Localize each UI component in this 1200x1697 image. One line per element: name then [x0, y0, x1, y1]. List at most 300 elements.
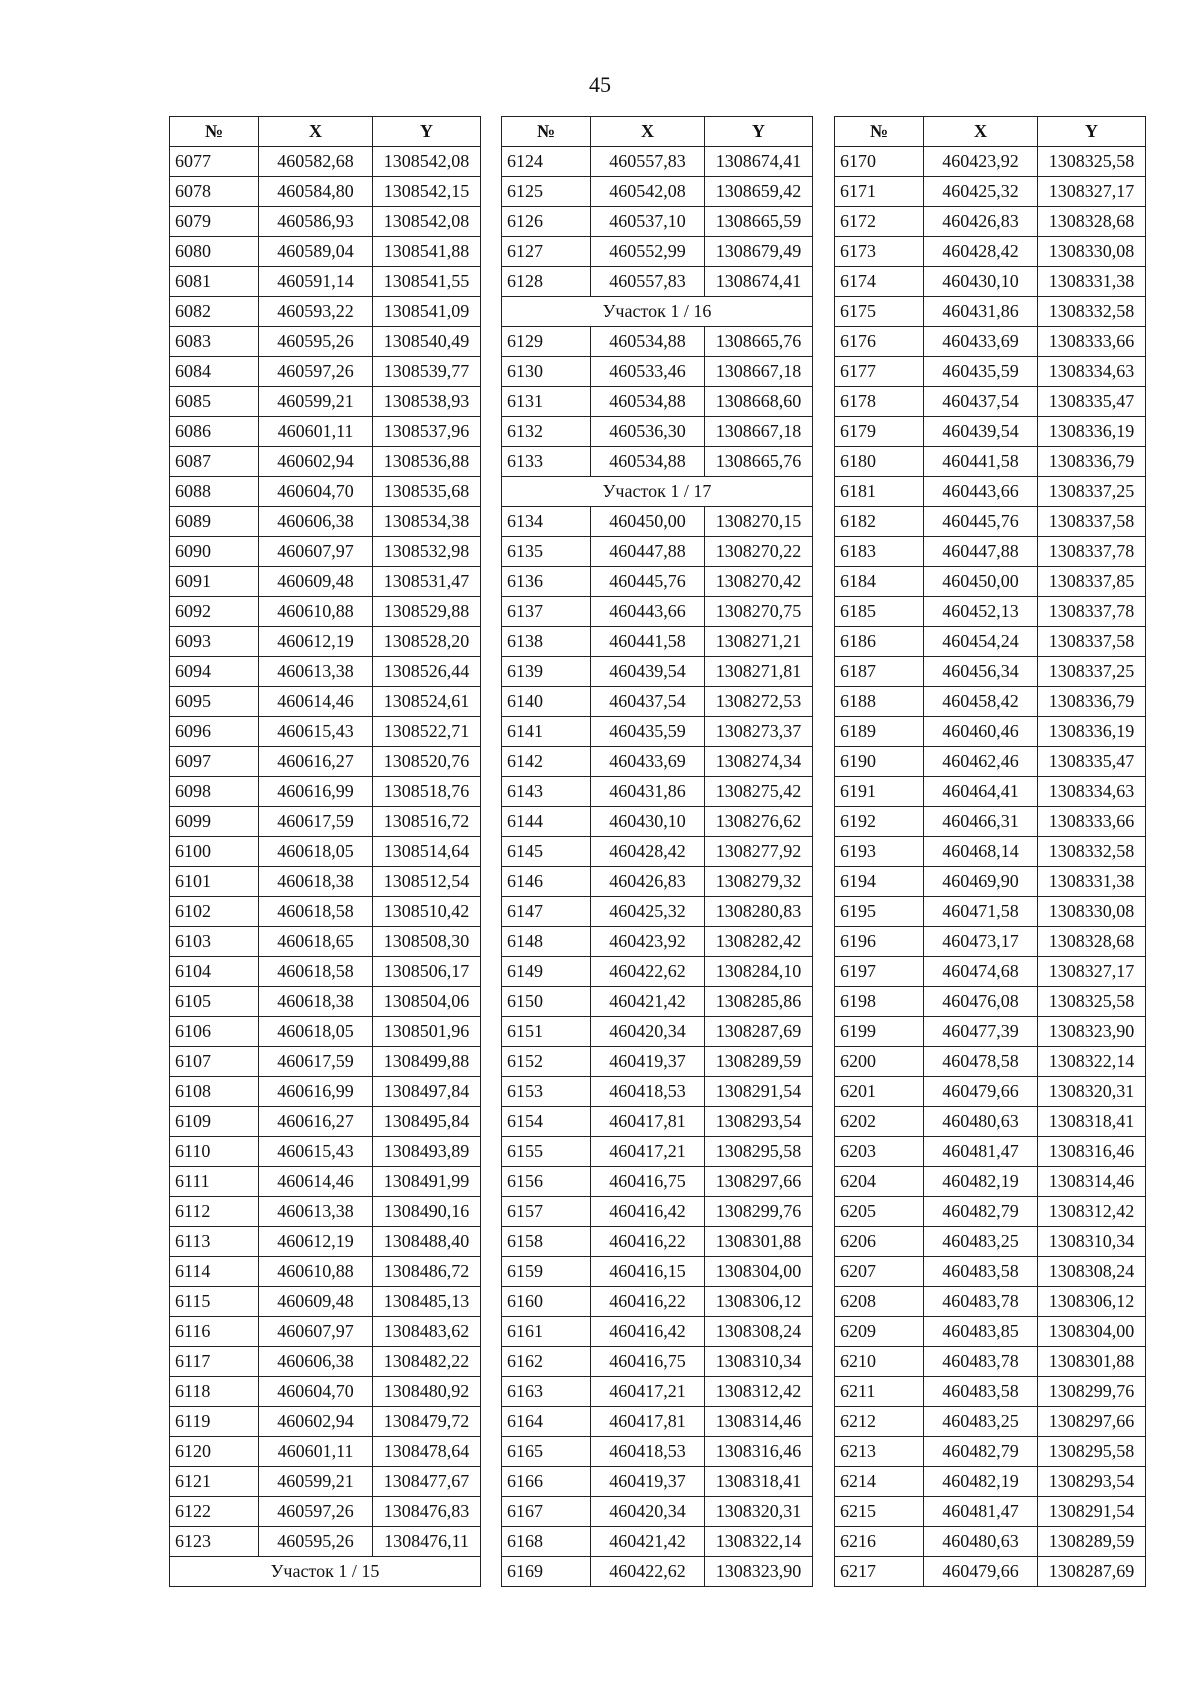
point-number-cell: 6108 [170, 1077, 259, 1107]
point-number-cell: 6198 [835, 987, 924, 1017]
x-coordinate-cell: 460618,05 [259, 1017, 373, 1047]
y-coordinate-cell: 1308665,76 [705, 327, 813, 357]
header-y: Y [1038, 117, 1146, 147]
y-coordinate-cell: 1308476,83 [373, 1497, 481, 1527]
table-row [835, 957, 1146, 987]
table-row [835, 1077, 1146, 1107]
table-row [502, 1407, 813, 1437]
point-number-cell: 6161 [502, 1317, 591, 1347]
y-coordinate-cell: 1308301,88 [705, 1227, 813, 1257]
x-coordinate-cell: 460609,48 [259, 567, 373, 597]
table-row [170, 447, 481, 477]
point-number-cell: 6094 [170, 657, 259, 687]
y-coordinate-cell: 1308289,59 [1038, 1527, 1146, 1557]
y-coordinate-cell: 1308312,42 [1038, 1197, 1146, 1227]
section-label: Участок 1 / 16 [502, 297, 813, 327]
x-coordinate-cell: 460618,65 [259, 927, 373, 957]
table-row [502, 1287, 813, 1317]
point-number-cell: 6083 [170, 327, 259, 357]
y-coordinate-cell: 1308501,96 [373, 1017, 481, 1047]
y-coordinate-cell: 1308325,58 [1038, 147, 1146, 177]
point-number-cell: 6208 [835, 1287, 924, 1317]
point-number-cell: 6182 [835, 507, 924, 537]
y-coordinate-cell: 1308479,72 [373, 1407, 481, 1437]
y-coordinate-cell: 1308337,58 [1038, 507, 1146, 537]
y-coordinate-cell: 1308506,17 [373, 957, 481, 987]
y-coordinate-cell: 1308293,54 [1038, 1467, 1146, 1497]
table-row [502, 897, 813, 927]
y-coordinate-cell: 1308482,22 [373, 1347, 481, 1377]
y-coordinate-cell: 1308337,78 [1038, 537, 1146, 567]
x-coordinate-cell: 460420,34 [591, 1017, 705, 1047]
table-body [170, 147, 481, 1587]
y-coordinate-cell: 1308331,38 [1038, 867, 1146, 897]
x-coordinate-cell: 460602,94 [259, 447, 373, 477]
y-coordinate-cell: 1308491,99 [373, 1167, 481, 1197]
point-number-cell: 6134 [502, 507, 591, 537]
table-row [170, 957, 481, 987]
x-coordinate-cell: 460450,00 [591, 507, 705, 537]
x-coordinate-cell: 460601,11 [259, 1437, 373, 1467]
y-coordinate-cell: 1308310,34 [705, 1347, 813, 1377]
table-row [170, 807, 481, 837]
y-coordinate-cell: 1308291,54 [1038, 1497, 1146, 1527]
y-coordinate-cell: 1308538,93 [373, 387, 481, 417]
table-row [835, 897, 1146, 927]
point-number-cell: 6187 [835, 657, 924, 687]
table-row [835, 387, 1146, 417]
table-row [835, 327, 1146, 357]
x-coordinate-cell: 460618,05 [259, 837, 373, 867]
x-coordinate-cell: 460616,27 [259, 1107, 373, 1137]
x-coordinate-cell: 460477,39 [924, 1017, 1038, 1047]
x-coordinate-cell: 460417,81 [591, 1107, 705, 1137]
x-coordinate-cell: 460445,76 [924, 507, 1038, 537]
x-coordinate-cell: 460612,19 [259, 627, 373, 657]
x-coordinate-cell: 460593,22 [259, 297, 373, 327]
y-coordinate-cell: 1308528,20 [373, 627, 481, 657]
x-coordinate-cell: 460617,59 [259, 1047, 373, 1077]
x-coordinate-cell: 460617,59 [259, 807, 373, 837]
table-row [170, 987, 481, 1017]
x-coordinate-cell: 460456,34 [924, 657, 1038, 687]
table-row [502, 1107, 813, 1137]
point-number-cell: 6175 [835, 297, 924, 327]
table-row [835, 1197, 1146, 1227]
x-coordinate-cell: 460557,83 [591, 147, 705, 177]
point-number-cell: 6112 [170, 1197, 259, 1227]
y-coordinate-cell: 1308529,88 [373, 597, 481, 627]
x-coordinate-cell: 460610,88 [259, 597, 373, 627]
point-number-cell: 6105 [170, 987, 259, 1017]
table-row [835, 1557, 1146, 1587]
y-coordinate-cell: 1308477,67 [373, 1467, 481, 1497]
y-coordinate-cell: 1308331,38 [1038, 267, 1146, 297]
x-coordinate-cell: 460601,11 [259, 417, 373, 447]
table-row [170, 507, 481, 537]
table-row [835, 297, 1146, 327]
point-number-cell: 6141 [502, 717, 591, 747]
table-row [502, 927, 813, 957]
y-coordinate-cell: 1308270,15 [705, 507, 813, 537]
point-number-cell: 6106 [170, 1017, 259, 1047]
y-coordinate-cell: 1308273,37 [705, 717, 813, 747]
table-row [502, 987, 813, 1017]
x-coordinate-cell: 460462,46 [924, 747, 1038, 777]
table-row [502, 1557, 813, 1587]
point-number-cell: 6202 [835, 1107, 924, 1137]
y-coordinate-cell: 1308526,44 [373, 657, 481, 687]
table-row [502, 417, 813, 447]
point-number-cell: 6149 [502, 957, 591, 987]
point-number-cell: 6107 [170, 1047, 259, 1077]
point-number-cell: 6197 [835, 957, 924, 987]
table-row [835, 657, 1146, 687]
point-number-cell: 6209 [835, 1317, 924, 1347]
x-coordinate-cell: 460420,34 [591, 1497, 705, 1527]
y-coordinate-cell: 1308537,96 [373, 417, 481, 447]
x-coordinate-cell: 460426,83 [591, 867, 705, 897]
table-row [835, 1497, 1146, 1527]
x-coordinate-cell: 460616,99 [259, 777, 373, 807]
point-number-cell: 6154 [502, 1107, 591, 1137]
point-number-cell: 6180 [835, 447, 924, 477]
table-row [502, 747, 813, 777]
point-number-cell: 6151 [502, 1017, 591, 1047]
point-number-cell: 6211 [835, 1377, 924, 1407]
y-coordinate-cell: 1308316,46 [705, 1437, 813, 1467]
table-row [170, 1527, 481, 1557]
point-number-cell: 6156 [502, 1167, 591, 1197]
table-row [502, 1167, 813, 1197]
point-number-cell: 6119 [170, 1407, 259, 1437]
x-coordinate-cell: 460418,53 [591, 1437, 705, 1467]
x-coordinate-cell: 460534,88 [591, 387, 705, 417]
point-number-cell: 6130 [502, 357, 591, 387]
table-row [170, 1197, 481, 1227]
x-coordinate-cell: 460478,58 [924, 1047, 1038, 1077]
y-coordinate-cell: 1308295,58 [1038, 1437, 1146, 1467]
y-coordinate-cell: 1308320,31 [705, 1497, 813, 1527]
point-number-cell: 6125 [502, 177, 591, 207]
table-row [835, 237, 1146, 267]
x-coordinate-cell: 460610,88 [259, 1257, 373, 1287]
table-row [502, 1437, 813, 1467]
y-coordinate-cell: 1308304,00 [705, 1257, 813, 1287]
y-coordinate-cell: 1308270,75 [705, 597, 813, 627]
table-row [170, 747, 481, 777]
point-number-cell: 6216 [835, 1527, 924, 1557]
point-number-cell: 6110 [170, 1137, 259, 1167]
y-coordinate-cell: 1308480,92 [373, 1377, 481, 1407]
y-coordinate-cell: 1308337,58 [1038, 627, 1146, 657]
point-number-cell: 6153 [502, 1077, 591, 1107]
x-coordinate-cell: 460481,47 [924, 1137, 1038, 1167]
table-row [502, 1377, 813, 1407]
y-coordinate-cell: 1308541,88 [373, 237, 481, 267]
point-number-cell: 6189 [835, 717, 924, 747]
point-number-cell: 6162 [502, 1347, 591, 1377]
y-coordinate-cell: 1308542,15 [373, 177, 481, 207]
x-coordinate-cell: 460480,63 [924, 1107, 1038, 1137]
y-coordinate-cell: 1308327,17 [1038, 957, 1146, 987]
table-row [170, 237, 481, 267]
x-coordinate-cell: 460483,58 [924, 1257, 1038, 1287]
table-row [170, 1047, 481, 1077]
y-coordinate-cell: 1308322,14 [705, 1527, 813, 1557]
table-body [835, 147, 1146, 1587]
y-coordinate-cell: 1308316,46 [1038, 1137, 1146, 1167]
table-row [502, 1227, 813, 1257]
y-coordinate-cell: 1308668,60 [705, 387, 813, 417]
point-number-cell: 6095 [170, 687, 259, 717]
point-number-cell: 6167 [502, 1497, 591, 1527]
y-coordinate-cell: 1308659,42 [705, 177, 813, 207]
table-row [835, 987, 1146, 1017]
table-row [835, 1167, 1146, 1197]
y-coordinate-cell: 1308541,09 [373, 297, 481, 327]
table-row [170, 387, 481, 417]
table-row [170, 1107, 481, 1137]
x-coordinate-cell: 460435,59 [924, 357, 1038, 387]
point-number-cell: 6184 [835, 567, 924, 597]
point-number-cell: 6217 [835, 1557, 924, 1587]
table-row [502, 237, 813, 267]
point-number-cell: 6143 [502, 777, 591, 807]
y-coordinate-cell: 1308540,49 [373, 327, 481, 357]
point-number-cell: 6173 [835, 237, 924, 267]
table-row [170, 417, 481, 447]
table-row [835, 1107, 1146, 1137]
point-number-cell: 6103 [170, 927, 259, 957]
y-coordinate-cell: 1308532,98 [373, 537, 481, 567]
x-coordinate-cell: 460441,58 [924, 447, 1038, 477]
table-row [835, 747, 1146, 777]
x-coordinate-cell: 460618,58 [259, 897, 373, 927]
y-coordinate-cell: 1308282,42 [705, 927, 813, 957]
table-row [835, 537, 1146, 567]
header-x: X [924, 117, 1038, 147]
table-row [502, 837, 813, 867]
point-number-cell: 6168 [502, 1527, 591, 1557]
y-coordinate-cell: 1308336,19 [1038, 417, 1146, 447]
y-coordinate-cell: 1308291,54 [705, 1077, 813, 1107]
table-row [502, 507, 813, 537]
table-row [170, 177, 481, 207]
point-number-cell: 6215 [835, 1497, 924, 1527]
table-row [502, 327, 813, 357]
table-row [502, 1017, 813, 1047]
table-row [835, 147, 1146, 177]
table-row [170, 597, 481, 627]
table-row [835, 567, 1146, 597]
point-number-cell: 6132 [502, 417, 591, 447]
x-coordinate-cell: 460482,79 [924, 1197, 1038, 1227]
table-header-row [502, 117, 813, 147]
point-number-cell: 6186 [835, 627, 924, 657]
y-coordinate-cell: 1308280,83 [705, 897, 813, 927]
header-number: № [835, 117, 924, 147]
point-number-cell: 6204 [835, 1167, 924, 1197]
table-row [170, 1017, 481, 1047]
table-row [835, 507, 1146, 537]
y-coordinate-cell: 1308499,88 [373, 1047, 481, 1077]
y-coordinate-cell: 1308520,76 [373, 747, 481, 777]
point-number-cell: 6133 [502, 447, 591, 477]
table-row [835, 807, 1146, 837]
y-coordinate-cell: 1308508,30 [373, 927, 481, 957]
x-coordinate-cell: 460416,22 [591, 1287, 705, 1317]
table-row [502, 567, 813, 597]
x-coordinate-cell: 460421,42 [591, 1527, 705, 1557]
point-number-cell: 6183 [835, 537, 924, 567]
point-number-cell: 6123 [170, 1527, 259, 1557]
y-coordinate-cell: 1308476,11 [373, 1527, 481, 1557]
point-number-cell: 6174 [835, 267, 924, 297]
x-coordinate-cell: 460606,38 [259, 507, 373, 537]
table-row [835, 777, 1146, 807]
x-coordinate-cell: 460482,19 [924, 1467, 1038, 1497]
point-number-cell: 6206 [835, 1227, 924, 1257]
x-coordinate-cell: 460437,54 [591, 687, 705, 717]
point-number-cell: 6118 [170, 1377, 259, 1407]
x-coordinate-cell: 460447,88 [591, 537, 705, 567]
x-coordinate-cell: 460460,46 [924, 717, 1038, 747]
point-number-cell: 6109 [170, 1107, 259, 1137]
y-coordinate-cell: 1308531,47 [373, 567, 481, 597]
table-header-row [170, 117, 481, 147]
x-coordinate-cell: 460426,83 [924, 207, 1038, 237]
table-row [835, 1347, 1146, 1377]
point-number-cell: 6146 [502, 867, 591, 897]
y-coordinate-cell: 1308495,84 [373, 1107, 481, 1137]
x-coordinate-cell: 460582,68 [259, 147, 373, 177]
y-coordinate-cell: 1308323,90 [1038, 1017, 1146, 1047]
table-row [835, 1137, 1146, 1167]
x-coordinate-cell: 460618,38 [259, 987, 373, 1017]
x-coordinate-cell: 460439,54 [924, 417, 1038, 447]
table-row [502, 1137, 813, 1167]
y-coordinate-cell: 1308337,25 [1038, 657, 1146, 687]
y-coordinate-cell: 1308270,22 [705, 537, 813, 567]
x-coordinate-cell: 460618,58 [259, 957, 373, 987]
x-coordinate-cell: 460466,31 [924, 807, 1038, 837]
table-row [502, 207, 813, 237]
table-row [502, 147, 813, 177]
table-row [170, 1347, 481, 1377]
coordinates-table-3 [834, 116, 1146, 1587]
y-coordinate-cell: 1308287,69 [1038, 1557, 1146, 1587]
x-coordinate-cell: 460615,43 [259, 717, 373, 747]
x-coordinate-cell: 460416,75 [591, 1347, 705, 1377]
y-coordinate-cell: 1308314,46 [705, 1407, 813, 1437]
y-coordinate-cell: 1308336,79 [1038, 447, 1146, 477]
table-row [502, 1047, 813, 1077]
point-number-cell: 6114 [170, 1257, 259, 1287]
header-x: X [259, 117, 373, 147]
point-number-cell: 6148 [502, 927, 591, 957]
y-coordinate-cell: 1308535,68 [373, 477, 481, 507]
y-coordinate-cell: 1308275,42 [705, 777, 813, 807]
table-row [170, 1137, 481, 1167]
y-coordinate-cell: 1308328,68 [1038, 927, 1146, 957]
y-coordinate-cell: 1308332,58 [1038, 297, 1146, 327]
x-coordinate-cell: 460419,37 [591, 1047, 705, 1077]
header-y: Y [373, 117, 481, 147]
point-number-cell: 6127 [502, 237, 591, 267]
point-number-cell: 6169 [502, 1557, 591, 1587]
x-coordinate-cell: 460604,70 [259, 1377, 373, 1407]
table-row [502, 1527, 813, 1557]
x-coordinate-cell: 460473,17 [924, 927, 1038, 957]
point-number-cell: 6194 [835, 867, 924, 897]
y-coordinate-cell: 1308674,41 [705, 147, 813, 177]
table-row [502, 957, 813, 987]
y-coordinate-cell: 1308272,53 [705, 687, 813, 717]
x-coordinate-cell: 460586,93 [259, 207, 373, 237]
point-number-cell: 6199 [835, 1017, 924, 1047]
x-coordinate-cell: 460599,21 [259, 1467, 373, 1497]
x-coordinate-cell: 460537,10 [591, 207, 705, 237]
x-coordinate-cell: 460468,14 [924, 837, 1038, 867]
y-coordinate-cell: 1308293,54 [705, 1107, 813, 1137]
table-row [835, 1227, 1146, 1257]
point-number-cell: 6179 [835, 417, 924, 447]
y-coordinate-cell: 1308483,62 [373, 1317, 481, 1347]
x-coordinate-cell: 460416,75 [591, 1167, 705, 1197]
point-number-cell: 6135 [502, 537, 591, 567]
table-row [502, 687, 813, 717]
y-coordinate-cell: 1308271,21 [705, 627, 813, 657]
y-coordinate-cell: 1308493,89 [373, 1137, 481, 1167]
x-coordinate-cell: 460435,59 [591, 717, 705, 747]
x-coordinate-cell: 460591,14 [259, 267, 373, 297]
x-coordinate-cell: 460423,92 [591, 927, 705, 957]
y-coordinate-cell: 1308327,17 [1038, 177, 1146, 207]
point-number-cell: 6176 [835, 327, 924, 357]
x-coordinate-cell: 460536,30 [591, 417, 705, 447]
table-row [835, 717, 1146, 747]
point-number-cell: 6155 [502, 1137, 591, 1167]
table-row [170, 1317, 481, 1347]
table-row [502, 1077, 813, 1107]
point-number-cell: 6126 [502, 207, 591, 237]
point-number-cell: 6131 [502, 387, 591, 417]
table-row [835, 357, 1146, 387]
table-row [835, 1527, 1146, 1557]
y-coordinate-cell: 1308325,58 [1038, 987, 1146, 1017]
table-row [835, 1047, 1146, 1077]
point-number-cell: 6124 [502, 147, 591, 177]
table-row [502, 1197, 813, 1227]
point-number-cell: 6188 [835, 687, 924, 717]
table-row [835, 207, 1146, 237]
table-row [170, 147, 481, 177]
x-coordinate-cell: 460421,42 [591, 987, 705, 1017]
x-coordinate-cell: 460584,80 [259, 177, 373, 207]
x-coordinate-cell: 460425,32 [924, 177, 1038, 207]
x-coordinate-cell: 460613,38 [259, 1197, 373, 1227]
point-number-cell: 6080 [170, 237, 259, 267]
point-number-cell: 6138 [502, 627, 591, 657]
x-coordinate-cell: 460416,22 [591, 1227, 705, 1257]
point-number-cell: 6212 [835, 1407, 924, 1437]
point-number-cell: 6181 [835, 477, 924, 507]
point-number-cell: 6121 [170, 1467, 259, 1497]
point-number-cell: 6158 [502, 1227, 591, 1257]
y-coordinate-cell: 1308310,34 [1038, 1227, 1146, 1257]
header-y: Y [705, 117, 813, 147]
